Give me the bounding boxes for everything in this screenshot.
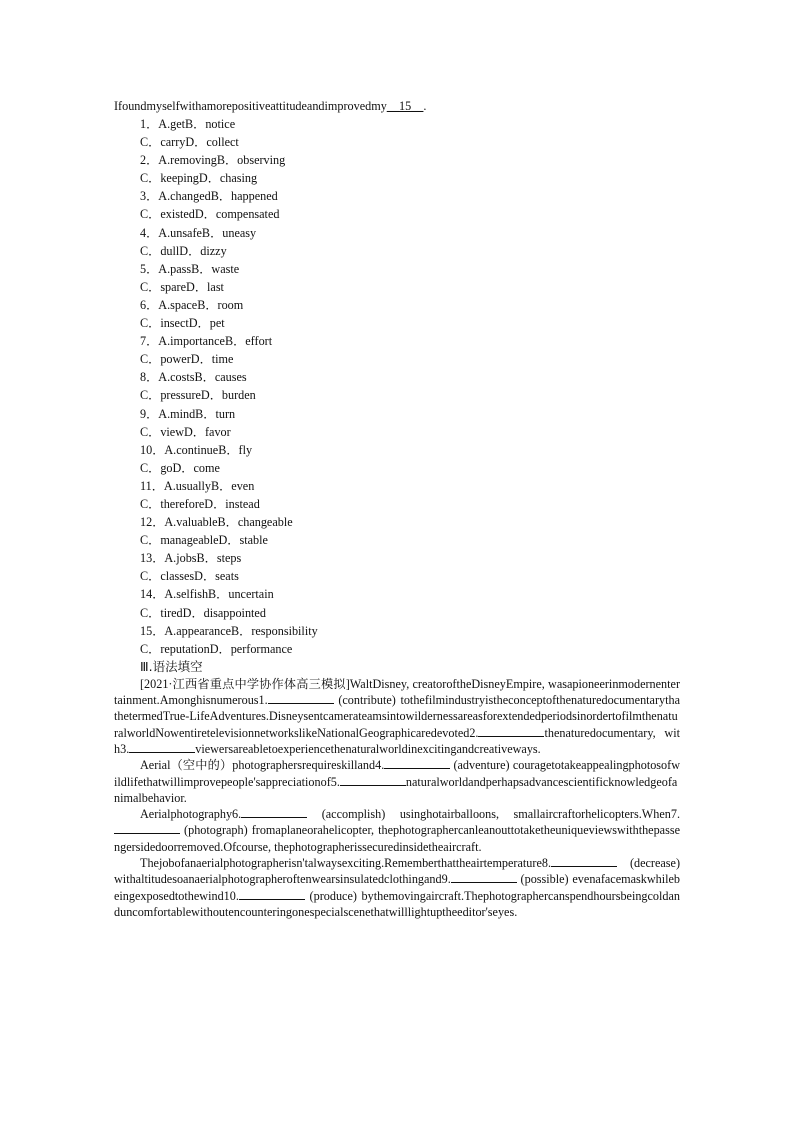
option-line: 3．A.changedB．happened bbox=[140, 189, 278, 204]
option-line: C．classesD．seats bbox=[140, 569, 239, 584]
option-line: 7．A.importanceB．effort bbox=[140, 334, 273, 349]
passage-text: (contribute) tothefilmindustryistheconceptofthenaturedocumentarythathetermedTrue-LifeAdventures.DisneysentcamerateamsintowildernessareasforextendedperiodsinordertofilmthenaturalworldNowentiretelevisionnetworkslikeNationalGeographicaredevoted2. bbox=[114, 693, 681, 740]
intro-sentence bbox=[114, 97, 680, 115]
answer-blank-10[interactable] bbox=[239, 888, 305, 900]
answer-blank-6[interactable] bbox=[241, 806, 307, 818]
passage-text: (photograph) fromaplaneorahelicopter, thephotographercanleanouttotaketheuniqueviewswiththepassengersidedoorremoved.Ofcourse, thephotographerissecuredinsidetheaircraft. bbox=[114, 823, 680, 854]
passage-paragraph-4 bbox=[114, 855, 680, 920]
option-line: C．tiredD．disappointed bbox=[140, 605, 266, 620]
option-line: C．pressureD．burden bbox=[140, 388, 256, 403]
source-label: [2021·江西省重点中学协作体高三模拟] bbox=[140, 676, 350, 691]
passage-text: thenaturedocumentary, with3. bbox=[114, 725, 680, 756]
answer-blank-9[interactable] bbox=[451, 871, 517, 883]
option-line: 14．A.selfishB．uncertain bbox=[140, 587, 274, 602]
answer-blank-1[interactable] bbox=[268, 692, 334, 704]
option-line: C．thereforeD．instead bbox=[140, 496, 260, 511]
option-line: C．powerD．time bbox=[140, 352, 234, 367]
answer-blank-3[interactable] bbox=[129, 741, 195, 753]
option-line: 1．A.getB．notice bbox=[140, 117, 236, 131]
passage-text: Aerial（空中的）photographersrequireskilland4. bbox=[140, 758, 385, 773]
answer-blank-2[interactable] bbox=[478, 725, 544, 737]
answer-blank-4[interactable] bbox=[384, 757, 450, 769]
option-line: C．existedD．compensated bbox=[140, 207, 280, 222]
passage-text: (accomplish) usinghotairballoons, smallaircraftorhelicopters.When7. bbox=[321, 807, 680, 822]
option-line: C．keepingD．chasing bbox=[140, 171, 258, 186]
option-line: C．manageableD．stable bbox=[140, 533, 268, 548]
answer-blank-7[interactable] bbox=[114, 822, 180, 834]
option-line: C．viewD．favor bbox=[140, 424, 231, 439]
option-line: C．insectD．pet bbox=[140, 316, 225, 331]
option-line: 15．A.appearanceB．responsibility bbox=[140, 623, 318, 638]
passage-text: (possible) evenafacemaskwhilebeingexposedtothewind10. bbox=[114, 872, 681, 903]
passage-text: (decrease) withaltitudesoanaerialphotographeroftenwearsinsulatedclothingand9. bbox=[114, 856, 680, 887]
option-line: 10．A.continueB．fly bbox=[140, 442, 253, 457]
passage-text: (adventure) couragetotakeappealingphotosofwildlifethatwillimprovepeople'sappreciationof5. bbox=[114, 758, 680, 789]
passage-text: WaltDisney, creatoroftheDisneyEmpire, wasapioneerinmodernentertainment.Amonghisnumerous1. bbox=[114, 676, 680, 708]
options-list bbox=[114, 115, 680, 658]
option-line: 12．A.valuableB．changeable bbox=[140, 515, 293, 530]
answer-blank-8[interactable] bbox=[551, 855, 617, 867]
option-line: 13．A.jobsB．steps bbox=[140, 551, 242, 566]
option-line: 8．A.costsB．causes bbox=[140, 370, 247, 385]
passage-text: Thejobofanaerialphotographerisn'talwaysexciting.Rememberthattheairtemperature8. bbox=[140, 856, 551, 871]
option-line: C．dullD．dizzy bbox=[140, 243, 227, 258]
option-line: 4．A.unsafeB．uneasy bbox=[140, 225, 257, 240]
passage-text: viewersareabletoexperiencethenaturalworldinexcitingandcreativeways. bbox=[195, 742, 541, 756]
passage-paragraph-2 bbox=[114, 757, 680, 806]
option-line: C．goD．come bbox=[140, 460, 220, 475]
option-line: 11．A.usuallyB．even bbox=[140, 478, 255, 493]
document-content bbox=[114, 97, 680, 920]
passage-text: (produce) bythemovingaircraft.Thephotographercanspendhoursbeingcoldanduncomfortablewithoutencounteringonespecialscenethatwilllightuptheeditor'seyes. bbox=[114, 888, 681, 919]
passage-text: naturalworldandperhapsadvancescientificknowledgeofanimalbehavior. bbox=[114, 774, 678, 805]
option-line: 5．A.passB．waste bbox=[140, 261, 240, 276]
blank-15: __15__ bbox=[386, 99, 424, 113]
option-line: 2．A.removingB．observing bbox=[140, 153, 286, 168]
option-line: 6．A.spaceB．room bbox=[140, 297, 244, 312]
option-line: C．reputationD．performance bbox=[140, 641, 293, 656]
answer-blank-5[interactable] bbox=[340, 774, 406, 786]
option-line: C．carryD．collect bbox=[140, 135, 239, 150]
option-line: 9．A.mindB．turn bbox=[140, 406, 236, 421]
option-line: C．spareD．last bbox=[140, 279, 224, 294]
passage-text: Aerialphotography6. bbox=[140, 807, 242, 822]
intro-end: . bbox=[423, 99, 427, 113]
passage-paragraph-1 bbox=[114, 676, 680, 757]
passage-paragraph-3 bbox=[114, 806, 680, 855]
section-title: Ⅲ.语法填空 bbox=[140, 658, 203, 674]
intro-text: Ifoundmyselfwithamorepositiveattitudeandimprovedmy bbox=[114, 99, 387, 113]
